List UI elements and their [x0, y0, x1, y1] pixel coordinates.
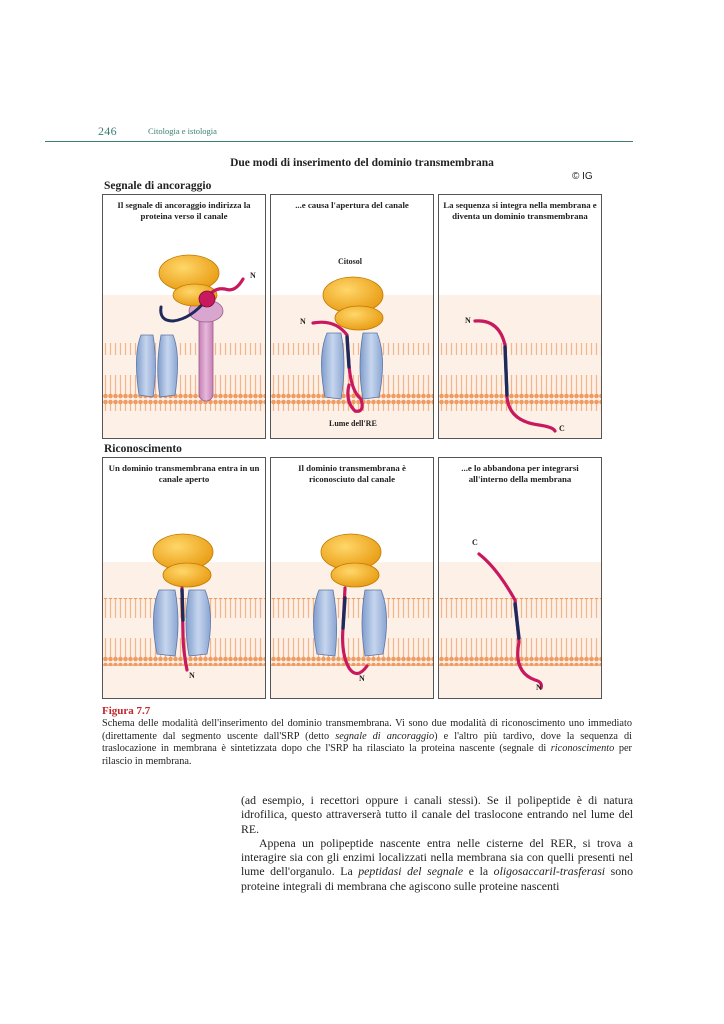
n-terminus-label: N — [536, 683, 542, 692]
membrane — [439, 343, 601, 411]
srp-particle — [199, 291, 215, 307]
page-number: 246 — [98, 124, 117, 138]
running-head: Citologia e istologia — [148, 126, 217, 136]
row-title-recognition: Riconoscimento — [104, 443, 182, 455]
panel-anchor-targeting — [102, 194, 266, 439]
figure-caption: Schema delle modalità dell'inserimento del dominio transmembrana. Vi sono due modalità di riconoscimento uno immediato (direttamente dal segmento uscente dall'SRP (detto segnale di ancoraggio) e l'altro più tardivo, dove la sequenza di traslocazione in membrana è sintetizzata dopo che l'SRP ha rilasciato la proteina nascente (segnale di riconoscimento per rilascio in membrana. — [102, 718, 632, 767]
er-lumen-label: Lume dell'RE — [329, 419, 377, 428]
panel-domain-integrates — [438, 457, 602, 699]
c-terminus-label: C — [472, 538, 478, 547]
cytosol-label: Citosol — [338, 257, 362, 266]
body-text — [241, 793, 633, 893]
membrane — [103, 343, 265, 411]
c-terminus-label: C — [559, 424, 565, 433]
copyright-notice: © IG — [572, 171, 593, 182]
panel-domain-recognized — [270, 457, 434, 699]
panel-caption: Il dominio transmembrana è riconosciuto dal canale — [298, 463, 406, 484]
n-terminus-label: N — [189, 671, 195, 680]
header-rule — [45, 141, 633, 142]
figure-title: Due modi di inserimento del dominio transmembrana — [230, 157, 494, 169]
membrane — [271, 598, 433, 666]
n-terminus-label: N — [300, 317, 306, 326]
panel-caption: Un dominio transmembrana entra in un canale aperto — [108, 463, 260, 484]
paragraph: Appena un polipeptide nascente entra nelle cisterne del RER, si trova a interagire sia con gli enzimi localizzati nella membrana sia con quelli presenti nel lume dell'organulo. La peptidasi del segnale e la oligosaccaril-trasferasi sono proteine integrali di membrana che agiscono sulle proteine nascenti — [241, 835, 633, 893]
panel-caption: ...e causa l'apertura del canale — [295, 200, 409, 210]
row-title-anchor-signal: Segnale di ancoraggio — [104, 180, 212, 192]
figure-caption-heading: Figura 7.7 — [102, 705, 151, 717]
panel-channel-opening — [270, 194, 434, 439]
paragraph: (ad esempio, i recettori oppure i canali stessi). Se il polipeptide è di natura idrofilica, questo attraverserà tutto il canale del traslocone entrando nel lume del RE. — [241, 793, 633, 836]
n-terminus-label: N — [359, 674, 365, 683]
panel-membrane-integration — [438, 194, 602, 439]
panel-domain-enters-channel — [102, 457, 266, 699]
n-terminus-label: N — [250, 271, 256, 280]
panel-caption: ...e lo abbandona per integrarsi all'interno della membrana — [461, 463, 579, 484]
panel-caption: La sequenza si integra nella membrana e diventa un dominio transmembrana — [443, 200, 597, 221]
n-terminus-label: N — [465, 316, 471, 325]
panel-caption: Il segnale di ancoraggio indirizza la proteina verso il canale — [117, 200, 251, 221]
